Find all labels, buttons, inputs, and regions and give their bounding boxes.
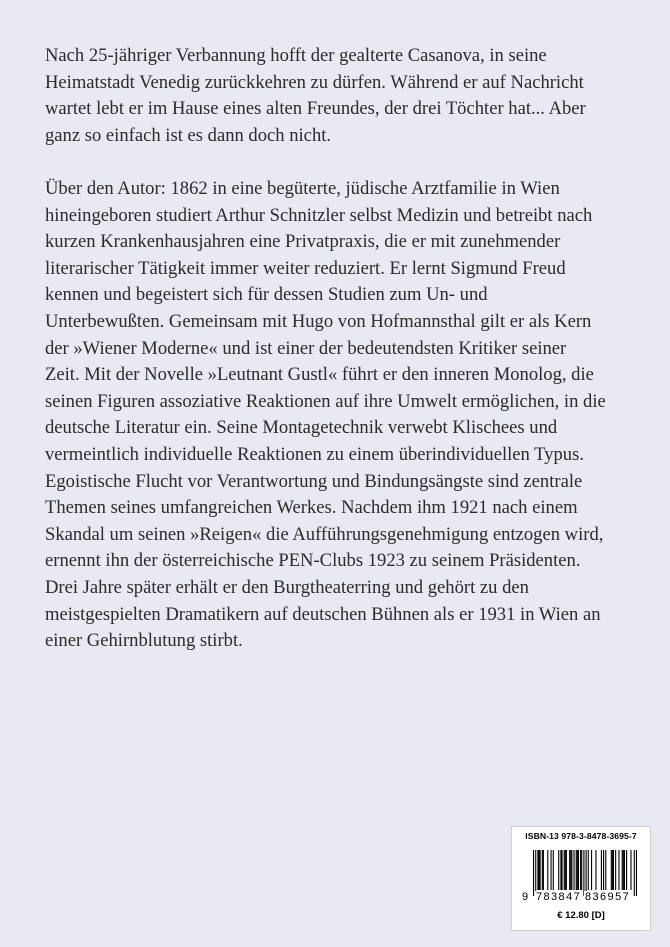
barcode-bar xyxy=(570,850,571,890)
barcode-bar xyxy=(542,850,543,890)
barcode-bar xyxy=(618,850,619,890)
barcode-bar xyxy=(580,850,581,890)
barcode-bar xyxy=(605,850,606,890)
barcode-bar xyxy=(551,850,552,890)
barcode-bar xyxy=(634,850,635,896)
barcode-bar xyxy=(624,850,625,890)
barcode-bar xyxy=(636,850,637,896)
isbn-barcode-label xyxy=(511,826,651,931)
barcode-bar xyxy=(576,850,577,890)
author-bio-paragraph: Über den Autor: 1862 in eine begüterte, jüdische Arztfamilie in Wien hineingeboren studiert Arthur Schnitzler selbst Medizin und betreibt nach kurzen Krankenhausjahren eine Privatpraxis, die er mit zunehmender literarischer Tätigkeit immer weiter reduziert. Er lernt Sigmund Freud kennen und begeistert sich für dessen Studien zum Un- und Unterbewußten. Gemeinsam mit Hugo von Hofmannsthal gilt er als Kern der »Wiener Moderne« und ist einer der bedeutendsten Kritiker seiner Zeit. Mit der Novelle »Leutnant Gustl« führt er den inneren Monolog, die seinen Figuren assoziative Reaktionen auf ihre Umwelt ermöglichen, in die deutsche Literatur ein. Seine Montagetechnik verwebt Klischees und vermeintlich individuelle Reaktionen zu einem überindividuellen Typus. Egoistische Flucht vor Verantwortung und Bindungsängste sind zentrale Themen seines umfangreichen Werkes. Nachdem ihm 1921 nach einem Skandal um seinen »Reigen« die Aufführungsgenehmigung entzogen wird, ernennt ihn der österreichische PEN-Clubs 1923 zu seinem Präsidenten. Drei Jahre später erhält er den Burgtheaterring und gehört zu den meistgespielten Dramatikern auf deutschen Bühnen als er 1931 in Wien an einer Gehirnblutung stirbt. xyxy=(45,178,606,652)
barcode-bar xyxy=(601,850,602,890)
barcode-bar xyxy=(577,850,578,890)
barcode-bar xyxy=(586,850,587,896)
barcode-left-digits: 783847 xyxy=(536,891,582,903)
price-label: € 12.80 [D] xyxy=(557,910,605,921)
isbn-number: ISBN-13 978-3-8478-3695-7 xyxy=(525,831,637,841)
barcode-bar xyxy=(543,850,544,890)
synopsis-paragraph: Nach 25-jähriger Verbannung hofft der gealterte Casanova, in seine Heimatstadt Venedig zurückkehren zu dürfen. Während er auf Nachricht wartet lebt er im Hause eines alten Freundes, der drei Töchter hat... Aber ganz so einfach ist es dann doch nicht. xyxy=(45,45,586,146)
barcode-bar xyxy=(612,850,613,890)
barcode-bar xyxy=(533,850,534,896)
barcode-first-digit: 9 xyxy=(522,891,529,903)
barcode-bar xyxy=(615,850,616,890)
barcode-bar xyxy=(537,850,538,890)
barcode-bar xyxy=(547,850,548,890)
barcode-bar xyxy=(588,850,589,890)
barcode-bar xyxy=(538,850,539,890)
barcode-digits xyxy=(522,891,648,905)
barcode-bars xyxy=(533,850,637,896)
barcode-bar xyxy=(569,850,570,890)
barcode-bar xyxy=(611,850,612,890)
barcode-bar xyxy=(535,850,536,896)
barcode-bar xyxy=(574,850,575,890)
barcode-bar xyxy=(571,850,572,890)
barcode-right-digits: 836957 xyxy=(585,891,631,903)
barcode-bar xyxy=(578,850,579,890)
barcode-bar xyxy=(623,850,624,890)
barcode-bar xyxy=(540,850,541,890)
barcode-bar xyxy=(603,850,604,890)
barcode-bar xyxy=(560,850,561,890)
barcode-bar xyxy=(581,850,582,890)
barcode-bar xyxy=(622,850,623,890)
barcode-bar xyxy=(564,850,565,890)
barcode-bar xyxy=(613,850,614,890)
barcode-bar xyxy=(591,850,592,890)
barcode-bar xyxy=(626,850,627,890)
barcode-bar xyxy=(595,850,596,890)
barcode-bar xyxy=(630,850,631,890)
barcode-bar xyxy=(553,850,554,890)
barcode-bar xyxy=(565,850,566,890)
barcode-bar xyxy=(558,850,559,890)
barcode-bar xyxy=(561,850,562,890)
barcode-bar xyxy=(583,850,584,896)
barcode-bar xyxy=(566,850,567,890)
